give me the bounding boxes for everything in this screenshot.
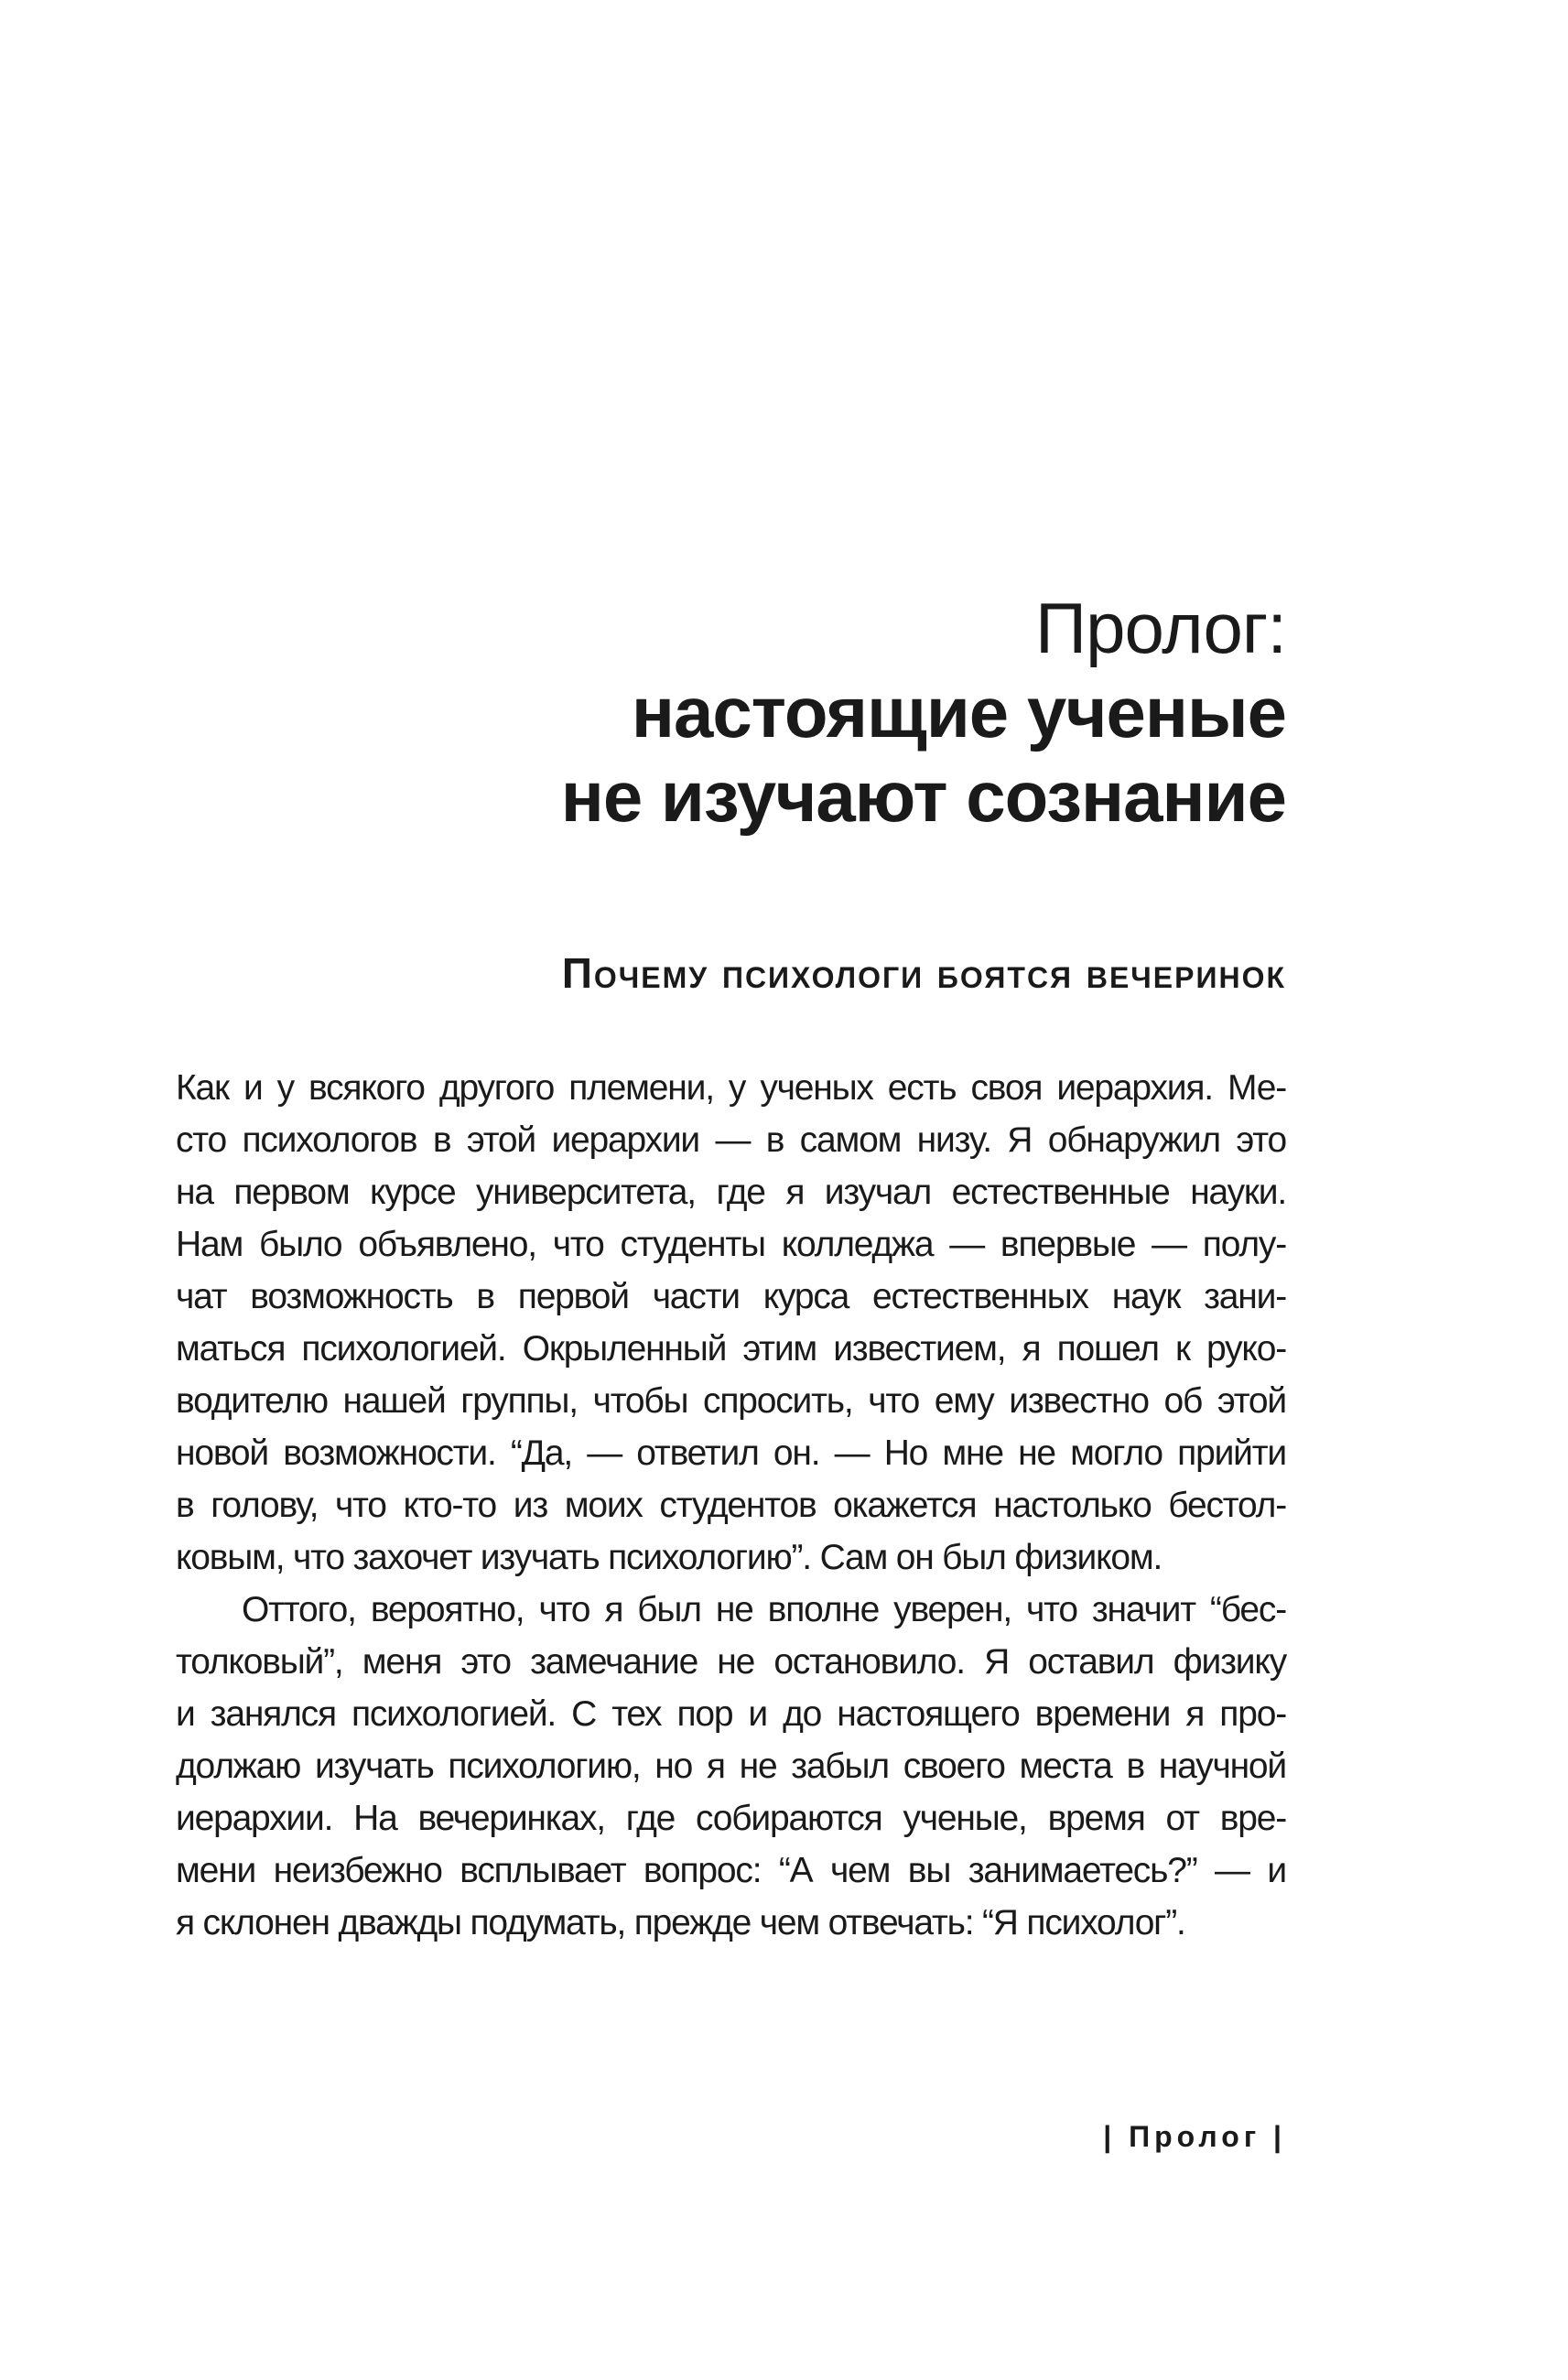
text-line: на первом курсе университета, где я изучал естественные науки. <box>176 1173 1286 1212</box>
paragraph <box>176 1584 1286 1949</box>
text-line: чат возможность в первой части курса естественных наук зани- <box>176 1277 1286 1316</box>
text-line: Оттого, вероятно, что я был не вполне уверен, что значит “бес- <box>242 1590 1286 1629</box>
text-line: толковый”, меня это замечание не остановило. Я оставил физику <box>176 1642 1286 1682</box>
text-line: сто психологов в этой иерархии — в самом низу. Я обнаружил это <box>176 1120 1286 1160</box>
text-line: новой возможности. “Да, — ответил он. — Но мне не могло прийти <box>176 1433 1286 1473</box>
chapter-title-line-1: Пролог: <box>1035 588 1286 668</box>
chapter-title-line-3: не изучают сознание <box>560 756 1286 837</box>
chapter-title-line-2: настоящие ученые <box>631 672 1286 752</box>
running-footer: | Пролог | <box>1103 2120 1286 2153</box>
text-line: в голову, что кто-то из моих студентов окажется настолько бестол- <box>176 1486 1286 1525</box>
paragraph <box>176 1062 1286 1584</box>
text-line: должаю изучать психологию, но я не забыл своего места в научной <box>176 1747 1286 1786</box>
text-line: Нам было объявлено, что студенты колледжа — впервые — полу- <box>176 1225 1286 1264</box>
text-line: и занялся психологией. С тех пор и до настоящего времени я про- <box>176 1694 1286 1734</box>
chapter-title <box>561 586 1286 838</box>
section-heading: Почему психологи боятся вечеринок <box>561 949 1286 997</box>
text-line: ковым, что захочет изучать психологию”. Сам он был физиком. <box>176 1538 1162 1577</box>
text-line: я склонен дважды подумать, прежде чем отвечать: “Я психолог”. <box>176 1903 1185 1942</box>
text-line: водителю нашей группы, чтобы спросить, что ему известно об этой <box>176 1381 1286 1421</box>
text-line: иерархии. На вечеринках, где собираются ученые, время от вре- <box>176 1799 1286 1838</box>
body-text <box>176 1062 1286 1949</box>
text-line: Как и у всякого другого племени, у ученых есть своя иерархия. Ме- <box>176 1068 1286 1108</box>
text-line: маться психологией. Окрыленный этим известием, я пошел к руко- <box>176 1329 1286 1368</box>
text-line: мени неизбежно всплывает вопрос: “А чем вы занимаетесь?” — и <box>176 1851 1286 1890</box>
